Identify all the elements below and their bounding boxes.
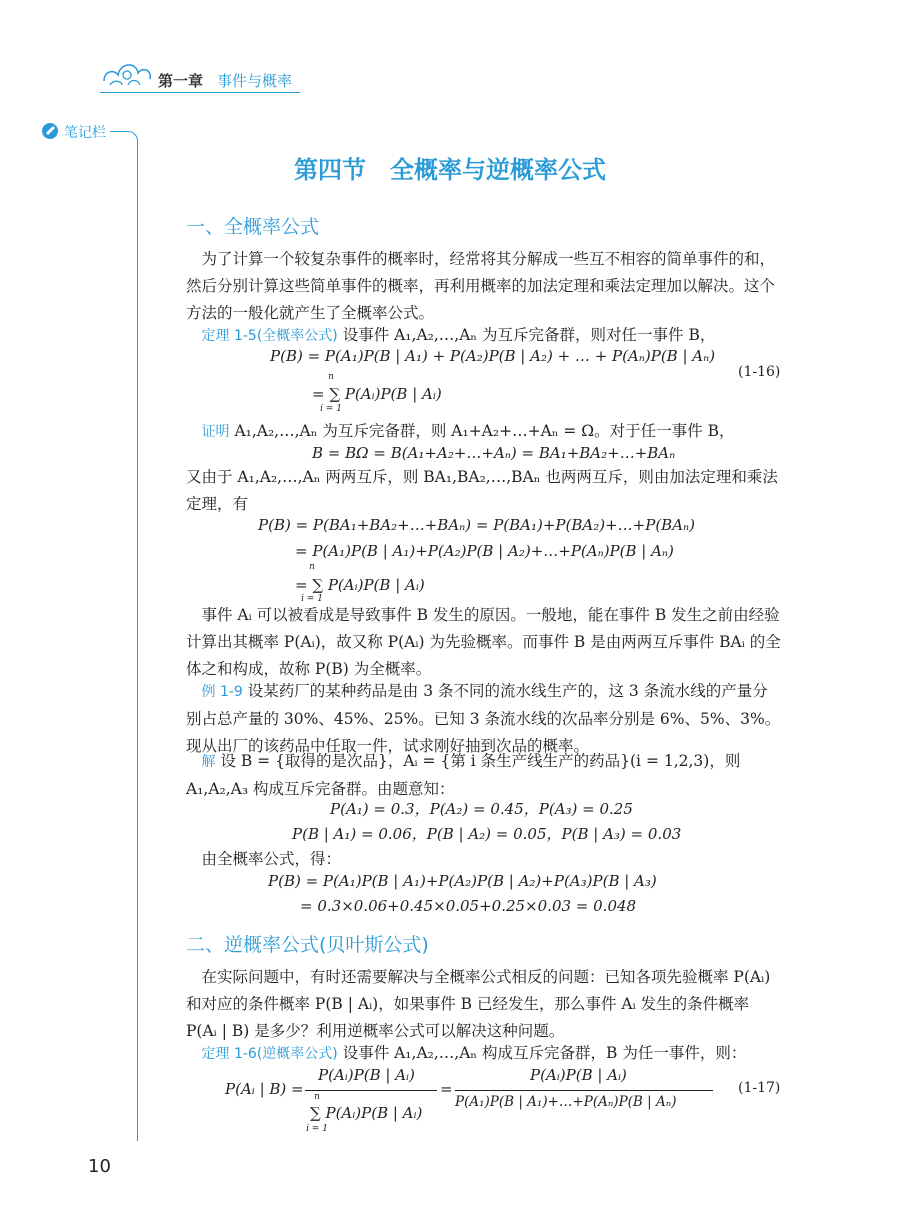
bayes-frac2-den: P(A₁)P(B | A₁)+…+P(Aₙ)P(B | Aₙ) xyxy=(455,1094,677,1110)
bayes-frac1-den: ∑ P(Aᵢ)P(B | Aᵢ) xyxy=(310,1104,423,1122)
theorem-1-6-label: 定理 1-6(逆概率公式) xyxy=(201,1046,338,1062)
sum-upper-3: n xyxy=(314,1092,320,1102)
solution-text-2: 由全概率公式，得： xyxy=(201,850,342,868)
bayes-eqsign: = xyxy=(440,1080,453,1098)
theorem-1-6 xyxy=(186,1040,782,1068)
heading-bayes: 二、逆概率公式(贝叶斯公式) xyxy=(186,934,429,956)
notes-icon xyxy=(40,122,62,140)
solution xyxy=(186,748,782,803)
explanation-paragraph: 事件 Aᵢ 可以被看成是导致事件 B 发生的原因。一般地，能在事件 B 发生之前由经验计算出其概率 P(Aᵢ)，故又称 P(Aᵢ) 为先验概率。而事件 B 是由两两互斥事件 BAᵢ 的全体之和构成，故称 P(B) 为全概率。 xyxy=(186,606,781,678)
proof-equation: B = BΩ = B(A₁+A₂+…+Aₙ) = BA₁+BA₂+…+BAₙ xyxy=(312,444,676,462)
eq-proof-line1: P(B) = P(BA₁+BA₂+…+BAₙ) = P(BA₁)+P(BA₂)+…+P(BAₙ) xyxy=(258,516,695,534)
solution-text: 设 B = {取得的是次品}，Aᵢ = {第 i 条生产线生产的药品}(i = 1,2,3)，则 A₁,A₂,A₃ 构成互斥完备群。由题意知： xyxy=(186,752,741,798)
proof xyxy=(186,418,782,446)
sum-lower-2: i = 1 xyxy=(301,594,323,604)
solution-label: 解 xyxy=(201,754,216,770)
bayes-frac1-bar xyxy=(305,1090,437,1091)
cloud-ornament xyxy=(100,55,156,91)
theorem-1-5 xyxy=(186,322,782,350)
header-rule xyxy=(100,92,300,93)
eq-number-1-17: (1-17) xyxy=(738,1080,781,1096)
sum-lower-3: i = 1 xyxy=(306,1124,328,1134)
notes-label: 笔记栏 xyxy=(64,125,106,141)
eq-1-16-line2: = ∑ P(Aᵢ)P(B | Aᵢ) xyxy=(312,385,442,403)
proof-text: A₁,A₂,…,Aₙ 为互斥完备群，则 A₁+A₂+…+Aₙ = Ω。对于任一事件 B， xyxy=(234,422,735,440)
eq-1-16-line1: P(B) = P(A₁)P(B | A₁) + P(A₂)P(B | A₂) + … + P(Aₙ)P(B | Aₙ) xyxy=(270,347,716,365)
eq-number-1-16: (1-16) xyxy=(738,364,781,380)
bayes-frac2-bar xyxy=(455,1090,713,1091)
notes-rule-top xyxy=(110,131,126,132)
page-number: 10 xyxy=(88,1156,111,1177)
bayes-frac1-num: P(Aᵢ)P(B | Aᵢ) xyxy=(318,1066,415,1084)
chapter-number: 第一章 xyxy=(158,72,204,90)
solution-eq-3: P(B) = P(A₁)P(B | A₁)+P(A₂)P(B | A₂)+P(A₃)P(B | A₃) xyxy=(268,872,657,890)
solution-eq-4: = 0.3×0.06+0.45×0.05+0.25×0.03 = 0.048 xyxy=(300,897,637,915)
example-text: 设某药厂的某种药品是由 3 条不同的流水线生产的，这 3 条流水线的产量分别占总产量的 30%、45%、25%。已知 3 条流水线的次品率分别是 6%、5%、3%。现从出厂的该药品中任取一件，试求刚好抽到次品的概率。 xyxy=(186,682,781,755)
bayes-lhs: P(Aᵢ | B) = xyxy=(225,1080,304,1098)
eq-proof-line3: = ∑ P(Aᵢ)P(B | Aᵢ) xyxy=(295,576,425,594)
heading-total-probability: 一、全概率公式 xyxy=(186,216,320,238)
sum-upper-2: n xyxy=(309,562,315,572)
solution-eq-2: P(B | A₁) = 0.06，P(B | A₂) = 0.05，P(B | A₃) = 0.03 xyxy=(292,825,682,843)
theorem-1-6-text: 设事件 A₁,A₂,…,Aₙ 构成互斥完备群，B 为任一事件，则： xyxy=(342,1044,747,1062)
proof-text-2: 又由于 A₁,A₂,…,Aₙ 两两互斥，则 BA₁,BA₂,…,BAₙ 也两两互斥，则由加法定理和乘法定理，有 xyxy=(186,468,778,513)
notes-column-divider xyxy=(126,131,138,1141)
bayes-intro: 在实际问题中，有时还需要解决与全概率公式相反的问题：已知各项先验概率 P(Aᵢ) 和对应的条件概率 P(B | Aᵢ)，如果事件 B 已经发生，那么事件 Aᵢ 发生的条件概率 P(Aᵢ | B) 是多少？利用逆概率公式可以解决这种问题。 xyxy=(186,968,771,1040)
bayes-frac2-num: P(Aᵢ)P(B | Aᵢ) xyxy=(530,1066,627,1084)
intro-paragraph: 为了计算一个较复杂事件的概率时，经常将其分解成一些互不相容的简单事件的和，然后分别计算这些简单事件的概率，再利用概率的加法定理和乘法定理加以解决。这个方法的一般化就产生了全概率公式。 xyxy=(186,250,776,322)
theorem-label: 定理 1-5(全概率公式) xyxy=(201,328,338,344)
sum-lower: i = 1 xyxy=(320,404,342,414)
chapter-name: 事件与概率 xyxy=(217,72,293,90)
sum-upper: n xyxy=(328,372,334,382)
proof-label: 证明 xyxy=(201,424,230,440)
section-title: 第四节 全概率与逆概率公式 xyxy=(294,156,606,184)
theorem-text: 设事件 A₁,A₂,…,Aₙ 为互斥完备群，则对任一事件 B， xyxy=(342,326,716,344)
solution-eq-1: P(A₁) = 0.3，P(A₂) = 0.45，P(A₃) = 0.25 xyxy=(330,800,633,818)
example-label: 例 1-9 xyxy=(201,684,243,700)
eq-proof-line2: = P(A₁)P(B | A₁)+P(A₂)P(B | A₂)+…+P(Aₙ)P(B | Aₙ) xyxy=(295,542,674,560)
chapter-header xyxy=(158,70,292,91)
